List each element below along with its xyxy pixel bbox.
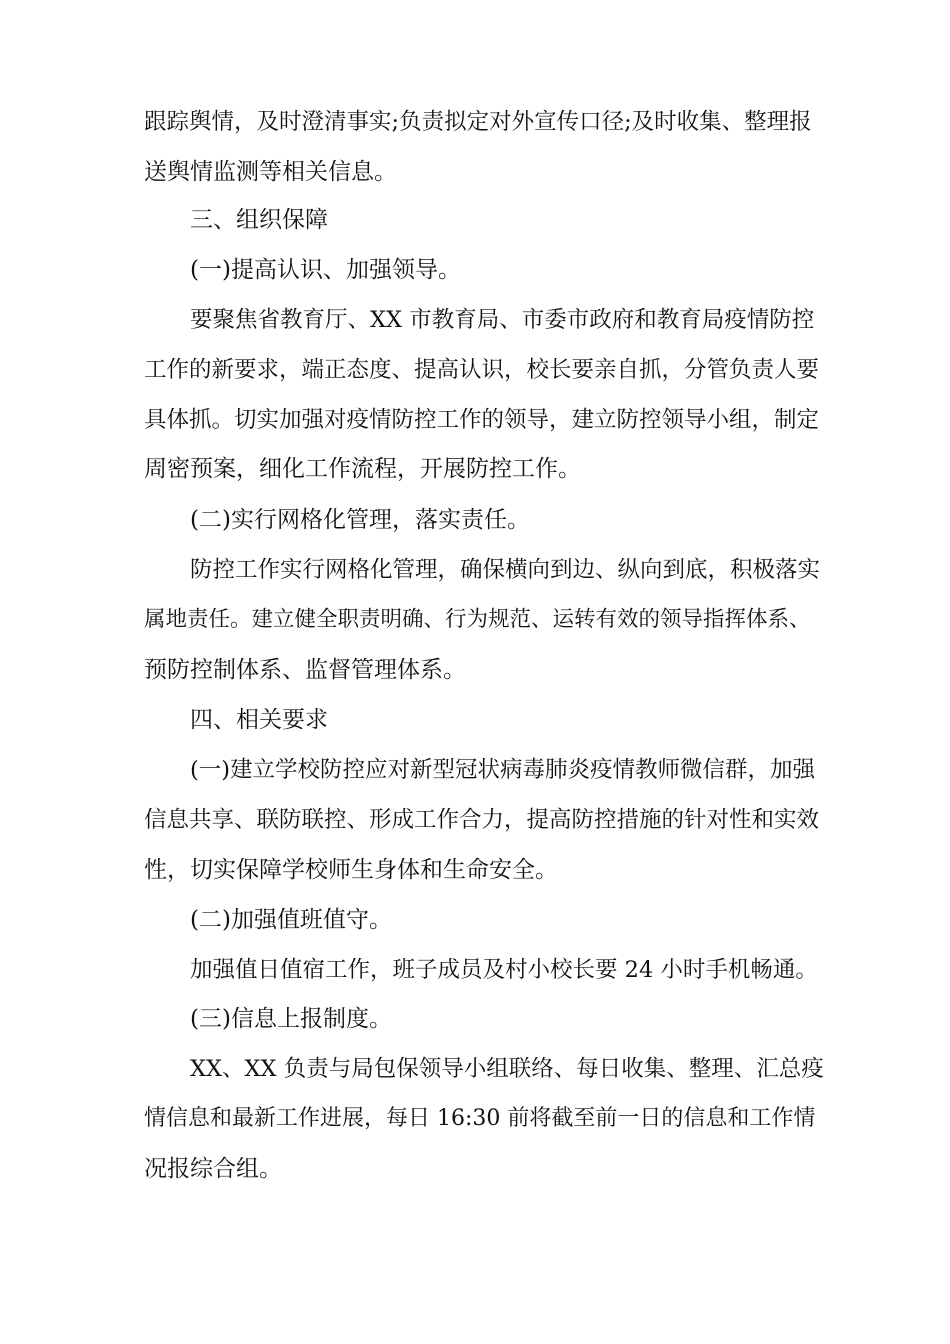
subsection-heading: (一)提高认识、加强领导。 — [190, 257, 461, 283]
paragraph-line: 防控工作实行网格化管理，确保横向到边、纵向到底，积极落实 — [190, 557, 821, 583]
paragraph-line: 周密预案，细化工作流程，开展防控工作。 — [144, 456, 581, 482]
paragraph-line: 性，切实保障学校师生身体和生命安全。 — [144, 857, 558, 883]
paragraph-line: 送舆情监测等相关信息。 — [144, 159, 397, 185]
paragraph-line: 跟踪舆情，及时澄清事实;负责拟定对外宣传口径;及时收集、整理报 — [144, 109, 812, 135]
paragraph-line: (一)建立学校防控应对新型冠状病毒肺炎疫情教师微信群，加强 — [190, 757, 816, 783]
section-heading: 四、相关要求 — [190, 707, 328, 733]
paragraph-line: 预防控制体系、监督管理体系。 — [144, 657, 466, 683]
subsection-heading: (三)信息上报制度。 — [190, 1006, 392, 1032]
subsection-heading: (二)实行网格化管理，落实责任。 — [190, 507, 530, 533]
paragraph-line: 属地责任。建立健全职责明确、行为规范、运转有效的领导指挥体系、 — [144, 607, 811, 632]
subsection-heading: (二)加强值班值守。 — [190, 907, 392, 933]
paragraph-line: 加强值日值宿工作，班子成员及村小校长要 24 小时手机畅通。 — [190, 957, 818, 983]
paragraph-line: 况报综合组。 — [144, 1156, 282, 1182]
paragraph-line: 具体抓。切实加强对疫情防控工作的领导，建立防控领导小组，制定 — [144, 407, 820, 433]
paragraph-line: XX、XX 负责与局包保领导小组联络、每日收集、整理、汇总疫 — [190, 1056, 824, 1082]
paragraph-line: 要聚焦省教育厅、XX 市教育局、市委市政府和教育局疫情防控 — [190, 307, 815, 333]
paragraph-line: 工作的新要求，端正态度、提高认识，校长要亲自抓，分管负责人要 — [144, 357, 820, 383]
paragraph-line: 情信息和最新工作进展，每日 16:30 前将截至前一日的信息和工作情 — [144, 1106, 816, 1131]
paragraph-line: 信息共享、联防联控、形成工作合力，提高防控措施的针对性和实效 — [144, 807, 820, 833]
section-heading: 三、组织保障 — [190, 207, 328, 233]
